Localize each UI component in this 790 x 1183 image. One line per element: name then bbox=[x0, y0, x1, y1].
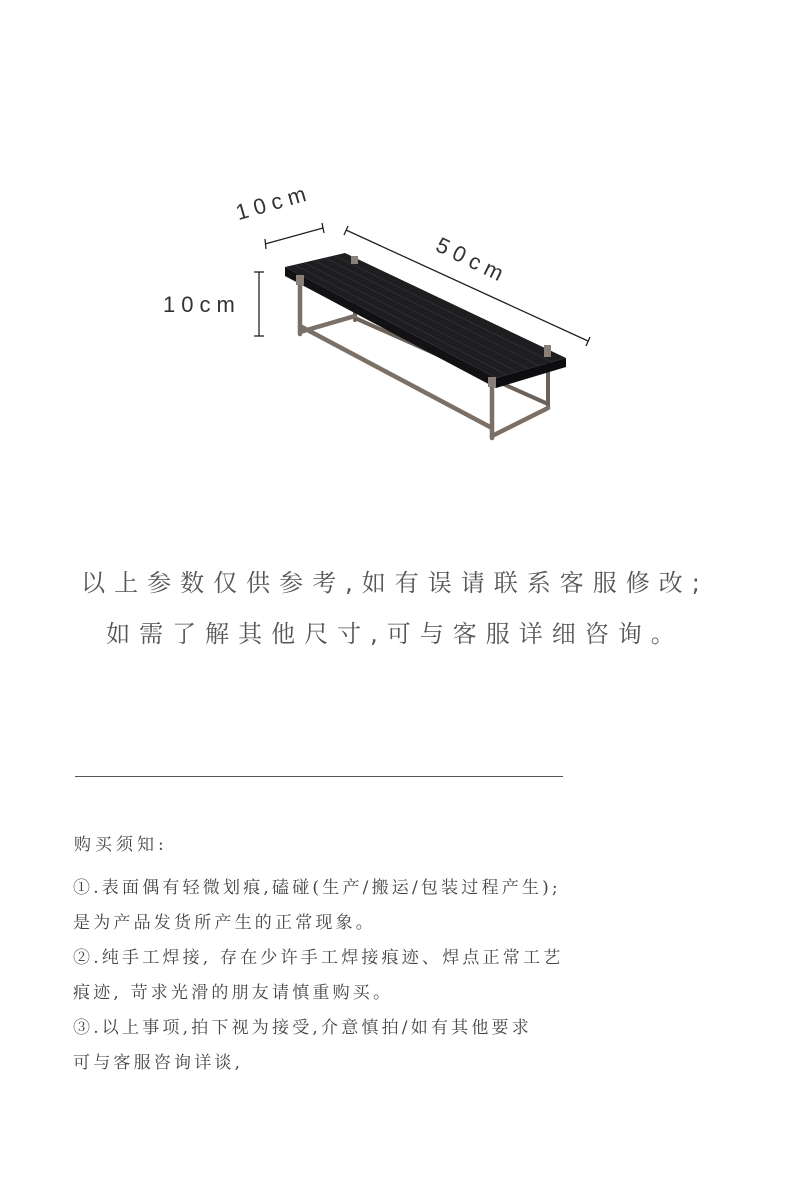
purchase-info-line: 是为产品发货所产生的正常现象。 bbox=[73, 913, 376, 933]
purchase-info-line: 可与客服咨询详谈, bbox=[73, 1053, 244, 1073]
purchase-info-line: ①.表面偶有轻微划痕,磕碰(生产/搬运/包装过程产生); bbox=[73, 878, 561, 898]
product-figure bbox=[0, 0, 790, 520]
height-dimension-line bbox=[254, 272, 264, 336]
reference-notice-line-2: 如需了解其他尺寸,可与客服详细咨询。 bbox=[106, 620, 684, 648]
length-label: 50cm bbox=[432, 232, 513, 289]
height-label: 10cm bbox=[163, 292, 241, 317]
purchase-info-title: 购买须知: bbox=[74, 835, 168, 855]
shelf-illustration bbox=[0, 0, 790, 520]
reference-notice-line-1: 以上参数仅供参考,如有误请联系客服修改; bbox=[81, 569, 709, 597]
purchase-info-line: ②.纯手工焊接, 存在少许手工焊接痕迹、焊点正常工艺 bbox=[73, 948, 564, 968]
shelf-top bbox=[285, 253, 566, 388]
section-divider bbox=[75, 776, 563, 777]
depth-dimension-line bbox=[265, 223, 324, 249]
depth-label: 10cm bbox=[232, 179, 315, 226]
purchase-info-line: ③.以上事项,拍下视为接受,介意慎拍/如有其他要求 bbox=[73, 1018, 532, 1038]
purchase-info-line: 痕迹, 苛求光滑的朋友请慎重购买。 bbox=[73, 983, 394, 1003]
